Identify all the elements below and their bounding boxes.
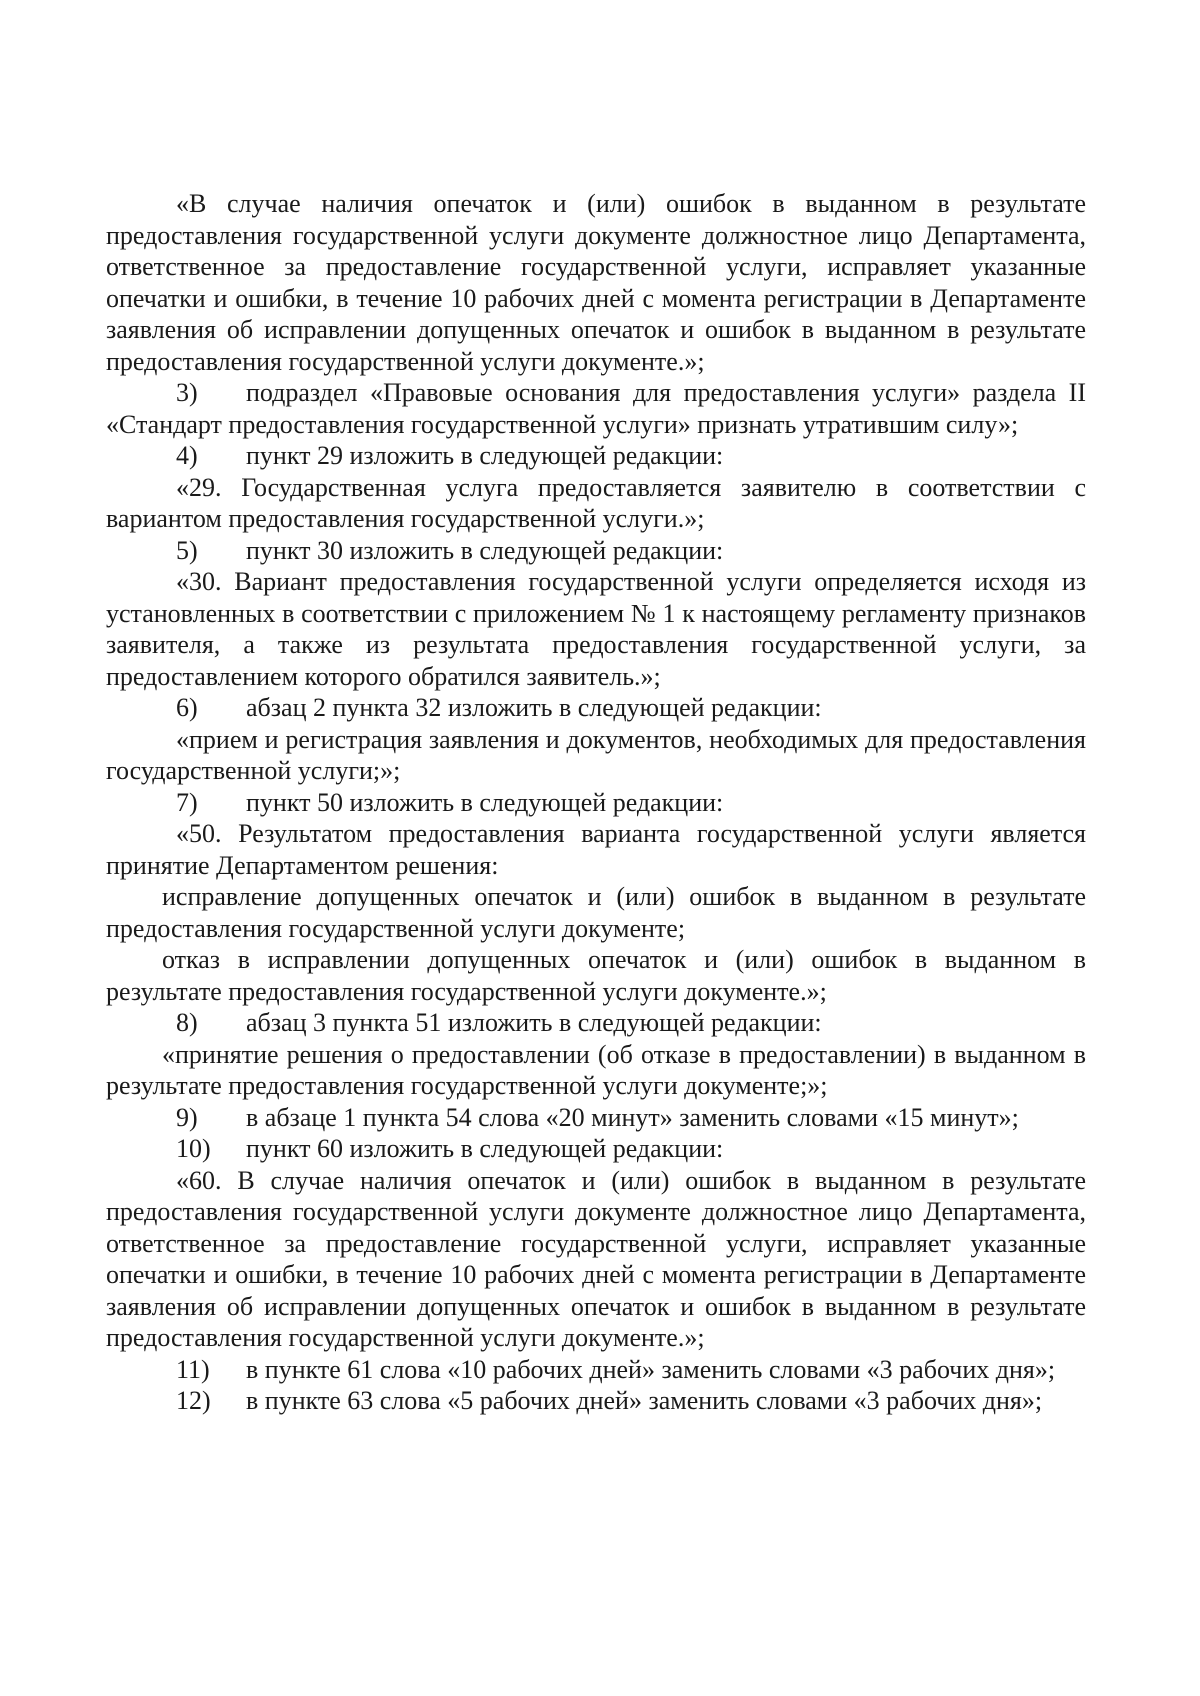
item-number: 8) [176, 1008, 198, 1037]
list-item-8 [106, 1007, 1086, 1039]
list-item-7 [106, 787, 1086, 819]
item-text: абзац 3 пункта 51 изложить в следующей редакции: [246, 1008, 822, 1037]
item-number: 3) [176, 378, 198, 407]
paragraph-refusal: отказ в исправлении допущенных опечаток и (или) ошибок в выданном в результате предоставления государственной услуги документе.»; [106, 945, 1086, 1006]
paragraph-point-50: «50. Результатом предоставления варианта государственной услуги является принятие Департаментом решения: [106, 819, 1086, 880]
item-text: пункт 50 изложить в следующей редакции: [246, 787, 724, 817]
list-item-10 [106, 1133, 1086, 1165]
list-item-6 [106, 692, 1086, 724]
item-text: в абзаце 1 пункта 54 слова «20 минут» заменить словами «15 минут»; [246, 1102, 1019, 1132]
list-item-11 [106, 1354, 1086, 1386]
list-item-9 [106, 1102, 1086, 1134]
item-text: подраздел «Правовые основания для предоставления услуги» раздела II «Стандарт предоставления государственной услуги» признать утратившим силу»; [106, 378, 1086, 439]
list-item-3 [106, 377, 1086, 440]
item-number: 11) [176, 1354, 210, 1384]
list-item-12 [106, 1385, 1086, 1417]
paragraph-point-29: «29. Государственная услуга предоставляется заявителю в соответствии с вариантом предоставления государственной услуги.»; [106, 472, 1086, 533]
paragraph-point-51: «принятие решения о предоставлении (об отказе в предоставлении) в выданном в результате предоставления государственной услуги документе;»; [106, 1039, 1086, 1100]
paragraph-point-30: «30. Вариант предоставления государственной услуги определяется исходя из установленных в соответствии с приложением № 1 к настоящему регламенту признаков заявителя, а также из результата предоставления государственной услуги, за предоставлением которого обратился заявитель.»; [106, 567, 1086, 691]
item-text: абзац 2 пункта 32 изложить в следующей редакции: [246, 693, 822, 722]
item-number: 6) [176, 693, 198, 722]
item-text: пункт 60 изложить в следующей редакции: [246, 1134, 724, 1163]
paragraph-correction: исправление допущенных опечаток и (или) ошибок в выданном в результате предоставления государственной услуги документе; [106, 882, 1086, 943]
item-text: в пункте 61 слова «10 рабочих дней» заменить словами «3 рабочих дня»; [246, 1354, 1056, 1384]
item-text: пункт 29 изложить в следующей редакции: [246, 441, 724, 470]
item-text: в пункте 63 слова «5 рабочих дней» заменить словами «3 рабочих дня»; [246, 1386, 1043, 1415]
item-number: 10) [176, 1134, 211, 1163]
item-text: пункт 30 изложить в следующей редакции: [246, 535, 724, 565]
paragraph-point-60: «60. В случае наличия опечаток и (или) ошибок в выданном в результате предоставления государственной услуги документе должностное лицо Департамента, ответственное за предоставление государственной услуги, исправляет указанные опечатки и ошибки, в течение 10 рабочих дней с момента регистрации в Департаменте заявления об исправлении допущенных опечаток и ошибок в выданном в результате предоставления государственной услуги документе.»; [106, 1165, 1086, 1352]
document-page [106, 188, 1086, 1417]
list-item-5 [106, 535, 1086, 567]
list-item-4 [106, 440, 1086, 472]
item-number: 4) [176, 441, 198, 470]
item-number: 7) [176, 787, 198, 817]
item-number: 5) [176, 535, 198, 565]
item-number: 12) [176, 1386, 211, 1415]
item-number: 9) [176, 1102, 198, 1132]
paragraph-quote-intro: «В случае наличия опечаток и (или) ошибок в выданном в результате предоставления государственной услуги документе должностное лицо Департамента, ответственное за предоставление государственной услуги, исправляет указанные опечатки и ошибки, в течение 10 рабочих дней с момента регистрации в Департаменте заявления об исправлении допущенных опечаток и ошибок в выданном в результате предоставления государственной услуги документе.»; [106, 189, 1086, 376]
paragraph-point-32: «прием и регистрация заявления и документов, необходимых для предоставления государственной услуги;»; [106, 724, 1086, 785]
